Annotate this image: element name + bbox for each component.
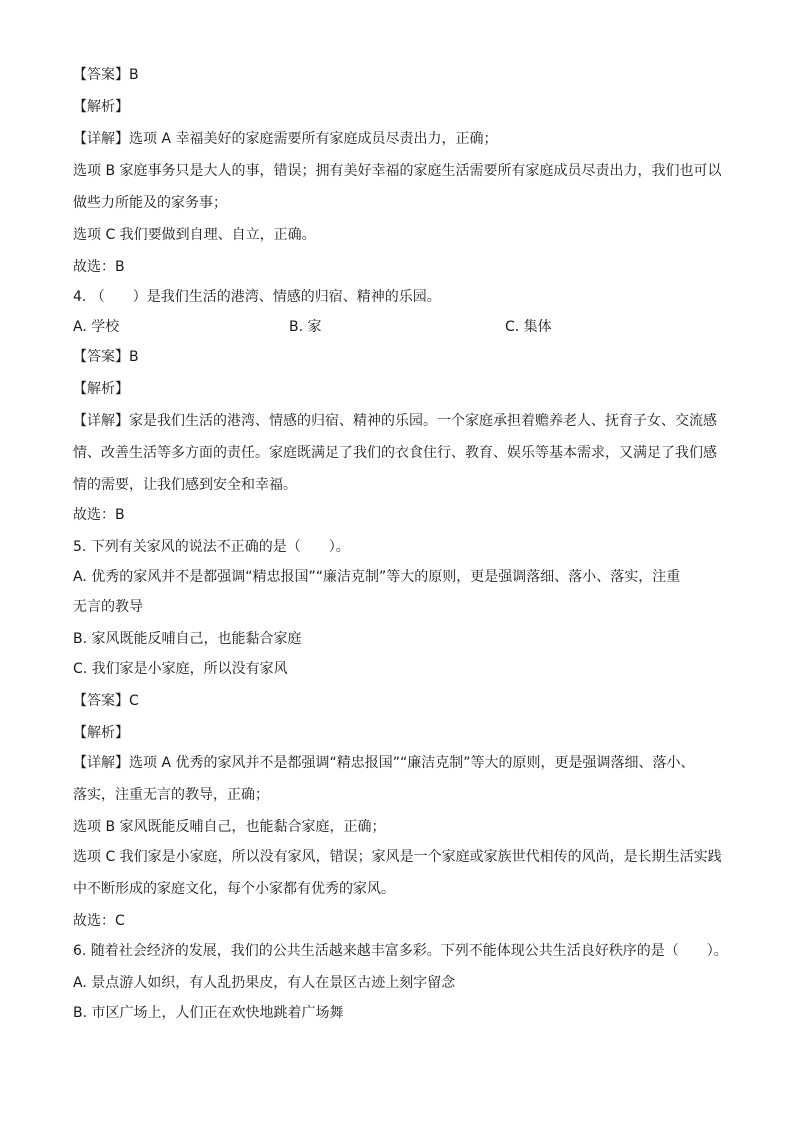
q4-option-a: A. 学校 (73, 319, 120, 335)
q6-option-a: A. 景点游人如织，有人乱扔果皮，有人在景区古迹上刻字留念 (73, 975, 456, 991)
q6-option-b: B. 市区广场上，人们正在欢快地跳着广场舞 (73, 1005, 344, 1021)
q3-choice-result: 故选：B (73, 259, 125, 275)
q5-detail-line: 中不断形成的家庭文化，每个小家都有优秀的家风。 (73, 881, 395, 897)
q5-answer: 【答案】C (73, 693, 139, 709)
q5-option-c: C. 我们家是小家庭，所以没有家风 (73, 661, 288, 677)
q5-option-a-continued: 无言的教导 (73, 599, 143, 615)
q5-detail-line: 选项 C 我们家是小家庭，所以没有家风，错误；家风是一个家庭或家族世代相传的风尚，是长期生活实践 (73, 849, 722, 865)
q4-detail-line: 【详解】家是我们生活的港湾、情感的归宿、精神的乐园。一个家庭承担着赡养老人、抚育子女、交流感 (73, 413, 717, 429)
q3-detail-line: 选项 B 家庭事务只是大人的事，错误；拥有美好幸福的家庭生活需要所有家庭成员尽责出力，我们也可以 (73, 163, 722, 179)
q5-choice-result: 故选：C (73, 913, 125, 929)
q4-question: 4. （ ）是我们生活的港湾、情感的归宿、精神的乐园。 (73, 289, 441, 305)
q6-question: 6. 随着社会经济的发展，我们的公共生活越来越丰富多彩。下列不能体现公共生活良好秩序的是（ ）。 (73, 943, 728, 959)
q5-detail-line: 【详解】选项 A 优秀的家风并不是都强调“精忠报国”“廉洁克制”等大的原则，更是强调落细、落小、 (73, 755, 695, 771)
q3-answer: 【答案】B (73, 67, 139, 83)
q4-detail-line: 情、改善生活等多方面的责任。家庭既满足了我们的衣食住行、教育、娱乐等基本需求，又满足了我们感 (73, 445, 717, 461)
q4-option-c: C. 集体 (505, 319, 552, 335)
q3-detail-line: 选项 C 我们要做到自理、自立，正确。 (73, 227, 316, 243)
q4-answer: 【答案】B (73, 349, 139, 365)
q5-detail-line: 落实，注重无言的教导，正确； (73, 787, 269, 803)
q3-detail-line: 【详解】选项 A 幸福美好的家庭需要所有家庭成员尽责出力，正确； (73, 131, 498, 147)
q4-choice-result: 故选：B (73, 507, 125, 523)
q5-option-a: A. 优秀的家风并不是都强调“精忠报国”“廉洁克制”等大的原则，更是强调落细、落小、落实，注重 (73, 569, 681, 585)
q3-analysis-heading: 【解析】 (73, 99, 129, 115)
q5-option-b: B. 家风既能反哺自己，也能黏合家庭 (73, 631, 302, 647)
q5-analysis-heading: 【解析】 (73, 725, 129, 741)
q5-question: 5. 下列有关家风的说法不正确的是（ ）。 (73, 539, 350, 555)
q4-analysis-heading: 【解析】 (73, 381, 129, 397)
q4-option-b: B. 家 (289, 319, 322, 335)
q3-detail-line: 做些力所能及的家务事； (73, 195, 227, 211)
q4-detail-line: 情的需要，让我们感到安全和幸福。 (73, 477, 297, 493)
q5-detail-line: 选项 B 家风既能反哺自己，也能黏合家庭，正确； (73, 819, 386, 835)
